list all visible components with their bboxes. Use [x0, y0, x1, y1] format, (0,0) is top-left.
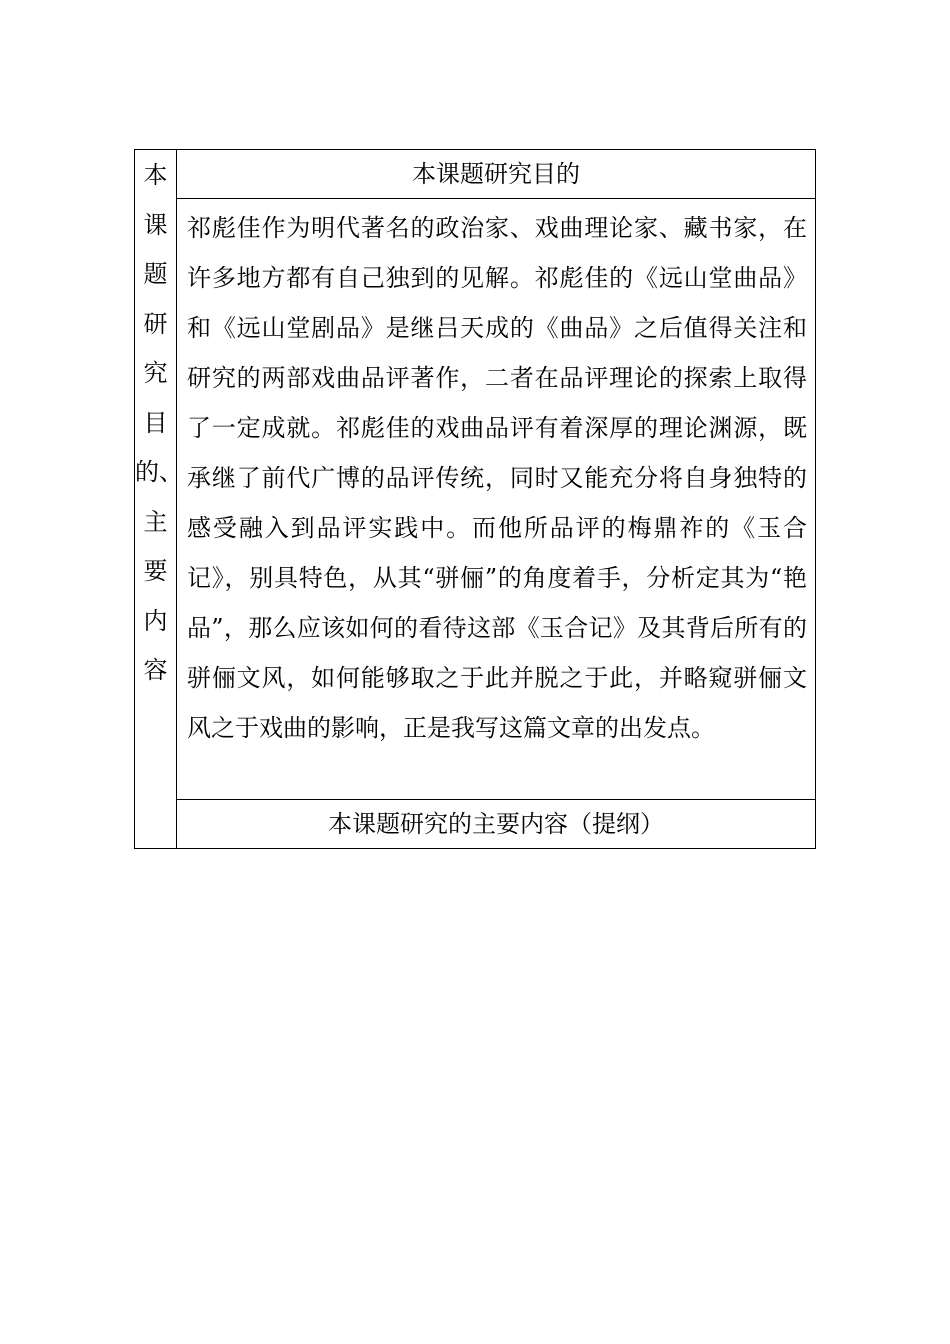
content-header-row	[135, 800, 816, 849]
form-table	[134, 149, 816, 849]
content-title: 本课题研究的主要内容（提纲）	[177, 800, 816, 849]
side-label: 本课题研究目的、主要内容	[135, 161, 183, 684]
purpose-header-row	[135, 150, 816, 199]
purpose-body-row	[135, 199, 816, 800]
purpose-title: 本课题研究目的	[177, 150, 816, 199]
side-label-cell	[135, 150, 183, 849]
purpose-body-text: 祁彪佳作为明代著名的政治家、戏曲理论家、藏书家，在许多地方都有自己独到的见解。祁彪佳的《远山堂曲品》和《远山堂剧品》是继吕天成的《曲品》之后值得关注和研究的两部戏曲品评著作，二者在品评理论的探索上取得了一定成就。祁彪佳的戏曲品评有着深厚的理论渊源，既承继了前代广博的品评传统，同时又能充分将自身独特的感受融入到品评实践中。而他所品评的梅鼎祚的《玉合记》，别具特色，从其“骈俪”的角度着手，分析定其为“艳品”，那么应该如何的看待这部《玉合记》及其背后所有的骈俪文风，如何能够取之于此并脱之于此，并略窥骈俪文风之于戏曲的影响，正是我写这篇文章的出发点。	[187, 214, 807, 742]
purpose-body-cell	[177, 199, 816, 800]
